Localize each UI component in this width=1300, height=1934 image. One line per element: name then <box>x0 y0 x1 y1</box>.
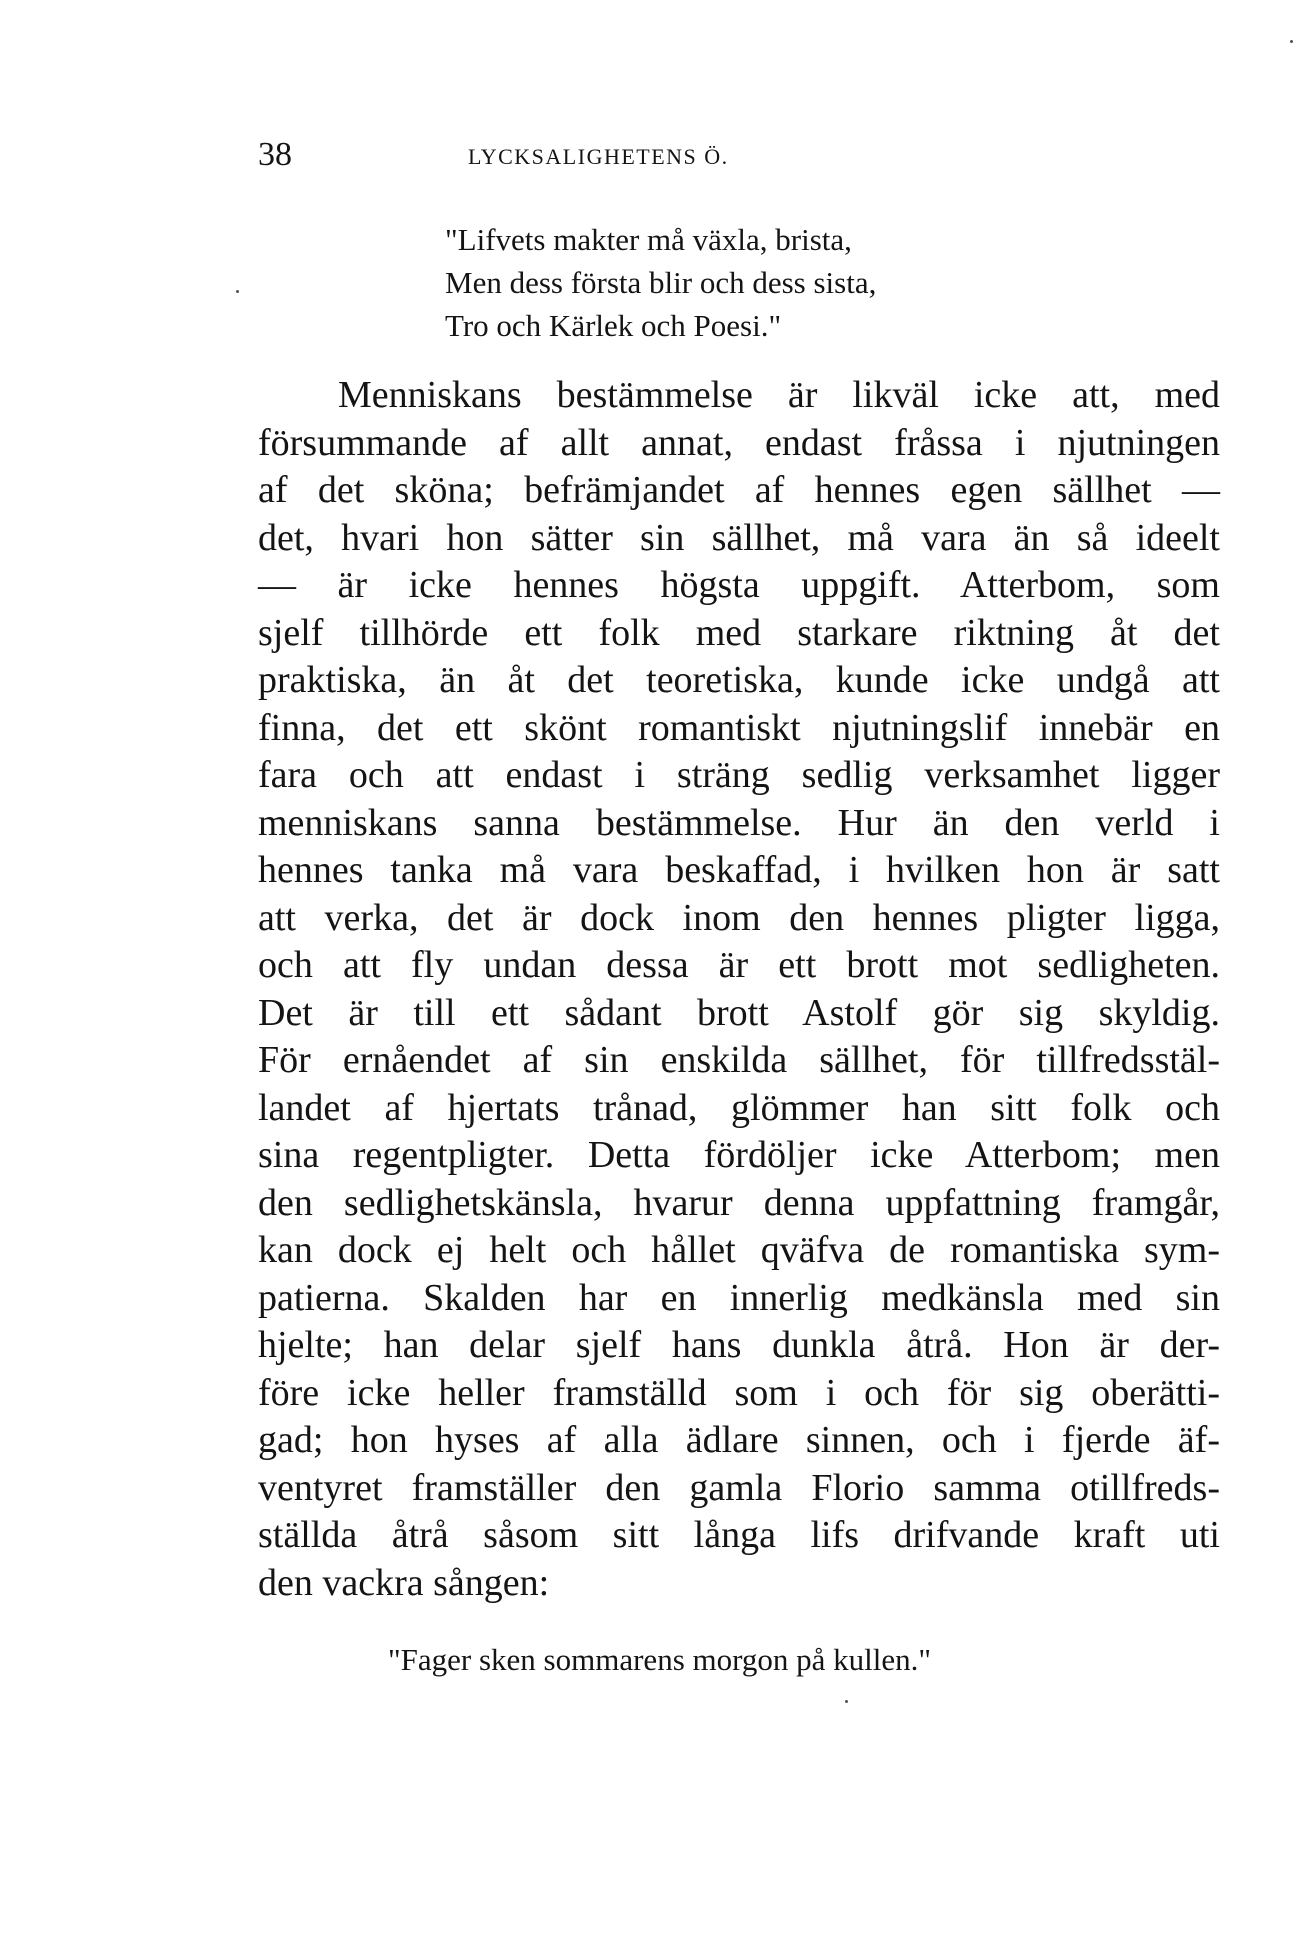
print-speck <box>845 1700 848 1703</box>
text-line: gad; hon hyses af alla ädlare sinnen, och i fjerde äf- <box>258 1419 1220 1461</box>
text-line: patierna. Skalden har en innerlig medkänsla med sin <box>258 1276 1220 1319</box>
text-line: före icke heller framställd som i och för sig oberätti- <box>258 1371 1220 1414</box>
text-line: ventyret framställer den gamla Florio samma otillfreds- <box>258 1466 1220 1509</box>
text-line: sina regentpligter. Detta fördöljer icke Atterbom; men <box>258 1134 1220 1176</box>
poem-quote <box>445 218 876 347</box>
page-number: 38 <box>258 136 292 173</box>
text-line: fara och att endast i sträng sedlig verksamhet ligger <box>258 754 1220 796</box>
closing-quote: "Fager sken sommarens morgon på kullen." <box>388 1642 932 1677</box>
text-line: af det sköna; befrämjandet af hennes egen sällhet — <box>258 469 1220 511</box>
text-line: praktiska, än åt det teoretiska, kunde icke undgå att <box>258 659 1220 701</box>
text-line: Det är till ett sådant brott Astolf gör sig skyldig. <box>258 991 1220 1034</box>
text-line: att verka, det är dock inom den hennes pligter ligga, <box>258 896 1220 939</box>
body-paragraph <box>258 372 1220 1607</box>
text-line: den vackra sången: <box>258 1561 550 1604</box>
poem-line: "Lifvets makter må växla, brista, <box>445 222 852 257</box>
text-line: finna, det ett skönt romantiskt njutningslif innebär en <box>258 706 1220 749</box>
page-header <box>258 136 1038 176</box>
text-line: sjelf tillhörde ett folk med starkare riktning åt det <box>258 611 1220 654</box>
text-line: kan dock ej helt och hållet qväfva de romantiska sym- <box>258 1229 1220 1271</box>
print-speck <box>236 290 239 293</box>
text-line: landet af hjertats trånad, glömmer han sitt folk och <box>258 1086 1220 1129</box>
text-line: hjelte; han delar sjelf hans dunkla åtrå. Hon är der- <box>258 1324 1220 1366</box>
text-line: hennes tanka må vara beskaffad, i hvilken hon är satt <box>258 849 1220 891</box>
text-line: försummande af allt annat, endast fråssa i njutningen <box>258 421 1220 464</box>
text-line: den sedlighetskänsla, hvarur denna uppfattning framgår, <box>258 1181 1220 1224</box>
poem-line: Tro och Kärlek och Poesi." <box>445 308 782 343</box>
print-speck <box>1290 40 1293 43</box>
text-line: ställda åtrå såsom sitt långa lifs drifvande kraft uti <box>258 1514 1220 1556</box>
text-line: — är icke hennes högsta uppgift. Atterbom, som <box>258 564 1220 606</box>
text-line: och att fly undan dessa är ett brott mot sedligheten. <box>258 944 1220 986</box>
running-head: LYCKSALIGHETENS Ö. <box>468 144 729 169</box>
text-line: menniskans sanna bestämmelse. Hur än den verld i <box>258 801 1220 844</box>
text-line: För ernåendet af sin enskilda sällhet, för tillfredsstäl- <box>258 1039 1220 1081</box>
text-line: det, hvari hon sätter sin sällhet, må vara än så ideelt <box>258 516 1220 559</box>
poem-line: Men dess första blir och dess sista, <box>445 265 877 300</box>
text-line: Menniskans bestämmelse är likväl icke att, med <box>338 374 1220 416</box>
